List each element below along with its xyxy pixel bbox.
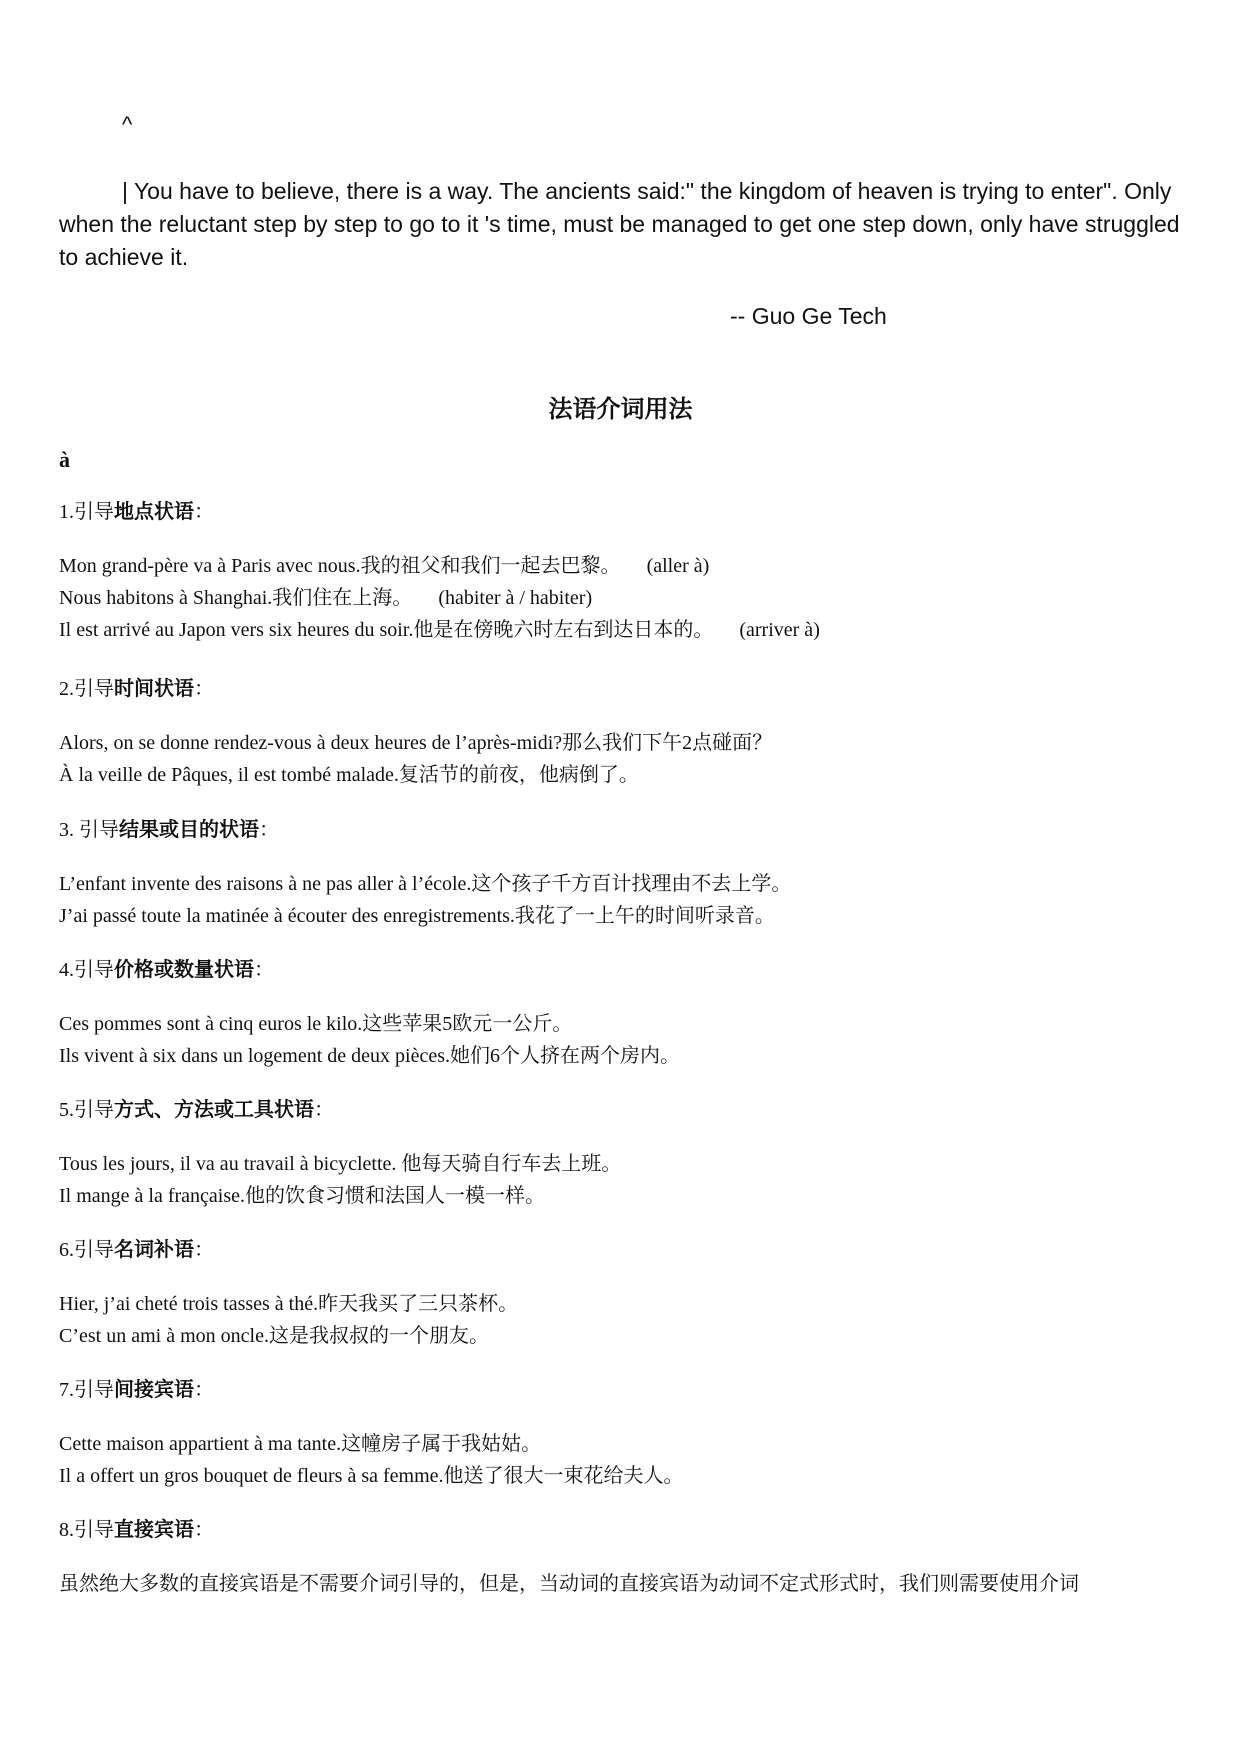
section-heading [59, 1378, 1189, 1402]
example-sentence [59, 1040, 1189, 1072]
usage-section [59, 1378, 1189, 1492]
example-text: Nous habitons à Shanghai.我们住在上海。 [59, 587, 413, 609]
example-sentence [59, 614, 1189, 646]
example-sentence [59, 1180, 1189, 1212]
motto-author: -- Guo Ge Tech [730, 303, 887, 329]
heading-prefix: 4.引导 [59, 959, 114, 981]
section-heading [59, 677, 1189, 701]
heading-label: 地点状语 [114, 501, 194, 523]
heading-label: 直接宾语 [114, 1519, 194, 1541]
example-text: Ils vivent à six dans un logement de deux pièces.她们6个人挤在两个房内。 [59, 1045, 681, 1067]
heading-prefix: 3. 引导 [59, 819, 119, 841]
section-heading [59, 818, 1189, 842]
example-text: Ces pommes sont à cinq euros le kilo.这些苹果5欧元一公斤。 [59, 1013, 573, 1035]
heading-label: 方式、方法或工具状语 [114, 1099, 314, 1121]
verb-note: (aller à) [646, 555, 710, 577]
example-list [59, 1008, 1189, 1072]
example-list [59, 1288, 1189, 1352]
heading-colon: ： [194, 1379, 214, 1401]
example-list [59, 1148, 1189, 1212]
verb-note: (arriver à) [739, 619, 820, 641]
example-list [59, 868, 1189, 932]
heading-colon: ： [259, 819, 279, 841]
usage-section [59, 818, 1189, 932]
section-heading [59, 1238, 1189, 1262]
heading-prefix: 1.引导 [59, 501, 114, 523]
example-text: Il a offert un gros bouquet de fleurs à sa femme.他送了很大一束花给夫人。 [59, 1465, 684, 1487]
page-title: 法语介词用法 [548, 397, 693, 423]
heading-label: 时间状语 [114, 678, 194, 700]
example-text: 虽然绝大多数的直接宾语是不需要介词引导的，但是，当动词的直接宾语为动词不定式形式时，我们则需要使用介词 [59, 1573, 1079, 1595]
example-text: Cette maison appartient à ma tante.这幢房子属于我姑姑。 [59, 1433, 542, 1455]
section-heading [59, 1518, 1189, 1542]
usage-section [59, 1518, 1189, 1600]
preposition-heading: à [59, 447, 70, 472]
example-text: L’enfant invente des raisons à ne pas aller à l’école.这个孩子千方百计找理由不去上学。 [59, 873, 792, 895]
example-sentence [59, 868, 1189, 900]
motto-quote: | You have to believe, there is a way. The ancients said:" the kingdom of heaven is trying to enter". Only when the reluctant step by step to go to it 's time, must be managed to get one step down, only have struggled to achieve it. [59, 178, 1180, 270]
example-text: Il mange à la française.他的饮食习惯和法国人一模一样。 [59, 1185, 546, 1207]
example-sentence [59, 1428, 1189, 1460]
heading-prefix: 8.引导 [59, 1519, 114, 1541]
example-sentence [59, 900, 1189, 932]
example-sentence [59, 1320, 1189, 1352]
example-text: Tous les jours, il va au travail à bicyclette. 他每天骑自行车去上班。 [59, 1153, 622, 1175]
verb-note: (habiter à / habiter) [438, 587, 593, 609]
example-text: Mon grand-père va à Paris avec nous.我的祖父和我们一起去巴黎。 [59, 555, 621, 577]
heading-label: 间接宾语 [114, 1379, 194, 1401]
section-heading [59, 500, 1189, 524]
heading-prefix: 2.引导 [59, 678, 114, 700]
example-text: Alors, on se donne rendez-vous à deux heures de l’après-midi?那么我们下午2点碰面？ [59, 732, 773, 754]
example-text: Hier, j’ai cheté trois tasses à thé.昨天我买了三只茶杯。 [59, 1293, 519, 1315]
caret-mark: ^ [122, 112, 133, 137]
heading-colon: ： [194, 1519, 214, 1541]
heading-colon: ： [314, 1099, 334, 1121]
heading-colon: ： [254, 959, 274, 981]
example-sentence [59, 1148, 1189, 1180]
heading-label: 价格或数量状语 [114, 959, 254, 981]
example-sentence [59, 582, 1189, 614]
heading-colon: ： [194, 501, 214, 523]
example-text: J’ai passé toute la matinée à écouter des enregistrements.我花了一上午的时间听录音。 [59, 905, 775, 927]
heading-prefix: 7.引导 [59, 1379, 114, 1401]
heading-prefix: 5.引导 [59, 1099, 114, 1121]
example-sentence [59, 550, 1189, 582]
example-text: Il est arrivé au Japon vers six heures du soir.他是在傍晚六时左右到达日本的。 [59, 619, 714, 641]
section-heading [59, 958, 1189, 982]
example-sentence [59, 1288, 1189, 1320]
heading-prefix: 6.引导 [59, 1239, 114, 1261]
usage-section [59, 1238, 1189, 1352]
usage-section [59, 958, 1189, 1072]
example-text: C’est un ami à mon oncle.这是我叔叔的一个朋友。 [59, 1325, 489, 1347]
heading-colon: ： [194, 678, 214, 700]
example-list [59, 1428, 1189, 1492]
heading-label: 名词补语 [114, 1239, 194, 1261]
example-text: À la veille de Pâques, il est tombé malade.复活节的前夜，他病倒了。 [59, 764, 639, 786]
usage-section [59, 677, 1189, 791]
example-list [59, 727, 1189, 791]
section-heading [59, 1098, 1189, 1122]
example-list [59, 550, 1189, 646]
example-sentence [59, 1008, 1189, 1040]
usage-section [59, 1098, 1189, 1212]
example-sentence [59, 727, 1189, 759]
example-sentence [59, 759, 1189, 791]
heading-colon: ： [194, 1239, 214, 1261]
heading-label: 结果或目的状语 [119, 819, 259, 841]
usage-section [59, 500, 1189, 646]
example-sentence [59, 1460, 1189, 1492]
example-sentence [59, 1568, 1189, 1600]
example-list [59, 1568, 1189, 1600]
